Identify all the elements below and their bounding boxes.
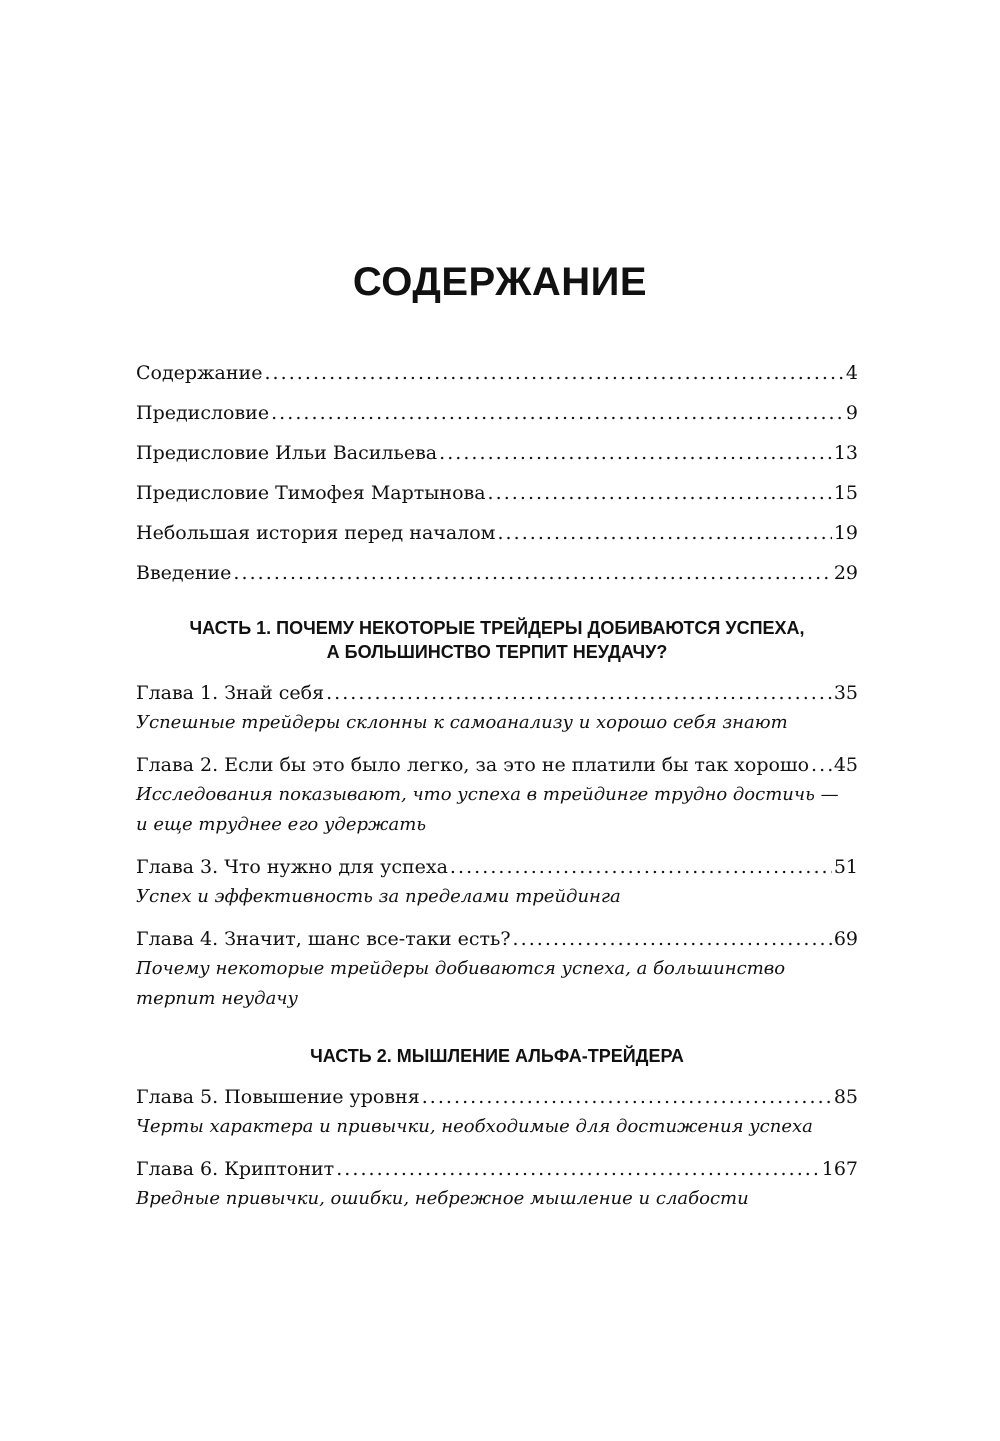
toc-entry-page: 4 xyxy=(845,362,858,384)
toc-entry-page: 35 xyxy=(833,682,858,704)
toc-entry-label: Глава 4. Значит, шанс все-таки есть? xyxy=(136,928,511,950)
part-heading[interactable] xyxy=(136,616,858,664)
toc-entry-page: 19 xyxy=(833,522,858,544)
part-heading[interactable] xyxy=(136,1044,858,1068)
leader-dots xyxy=(439,438,832,468)
toc-entry-contents[interactable] xyxy=(136,358,858,388)
leader-dots xyxy=(233,558,831,588)
page-title: СОДЕРЖАНИЕ xyxy=(352,260,648,304)
part-heading-line: ЧАСТЬ 2. МЫШЛЕНИЕ АЛЬФА-ТРЕЙДЕРА xyxy=(310,1046,684,1066)
toc-entry-label: Глава 3. Что нужно для успеха xyxy=(136,856,448,878)
leader-dots xyxy=(513,924,832,954)
leader-dots xyxy=(271,398,844,428)
toc-entry-label: Глава 6. Криптонит xyxy=(136,1158,335,1180)
chapter-subtitle: Успешные трейдеры склонны к самоанализу и хорошо себя знают xyxy=(136,712,788,733)
toc-entry-label: Глава 5. Повышение уровня xyxy=(136,1086,420,1108)
leader-dots xyxy=(264,358,843,388)
toc-entry-page: 45 xyxy=(833,754,858,776)
leader-dots xyxy=(326,678,832,708)
leader-dots xyxy=(450,852,832,882)
toc-entry-label: Предисловие Ильи Васильева xyxy=(136,442,438,464)
part-heading-line: ЧАСТЬ 1. ПОЧЕМУ НЕКОТОРЫЕ ТРЕЙДЕРЫ ДОБИВАЮТСЯ УСПЕХА, xyxy=(189,618,805,638)
toc-entry-page: 69 xyxy=(833,928,858,950)
chapter-subtitle: Вредные привычки, ошибки, небрежное мышление и слабости xyxy=(136,1188,749,1209)
toc-entry-page: 51 xyxy=(833,856,858,878)
toc-entry-preface-vasiliev[interactable] xyxy=(136,438,858,468)
chapter-subtitle: Почему некоторые трейдеры добиваются успеха, а большинство xyxy=(136,958,786,979)
toc-entry-introduction[interactable] xyxy=(136,558,858,588)
chapter-subtitle: Успех и эффективность за пределами трейдинга xyxy=(136,886,621,907)
toc-entry-label: Небольшая история перед началом xyxy=(136,522,496,544)
chapter-subtitle: Исследования показывают, что успеха в трейдинге трудно достичь — xyxy=(136,784,839,805)
toc-chapter[interactable] xyxy=(136,852,858,912)
toc-entry-preface[interactable] xyxy=(136,398,858,428)
toc-entry-page: 85 xyxy=(833,1086,858,1108)
toc-entry-label: Предисловие Тимофея Мартынова xyxy=(136,482,486,504)
chapter-subtitle: терпит неудачу xyxy=(136,988,298,1009)
toc-chapter[interactable] xyxy=(136,750,858,840)
toc-entry-preface-martynov[interactable] xyxy=(136,478,858,508)
toc-entry-label: Глава 2. Если бы это было легко, за это не платили бы так хорошо xyxy=(136,754,810,776)
chapter-subtitle: Черты характера и привычки, необходимые для достижения успеха xyxy=(136,1116,813,1137)
toc-entry-label: Введение xyxy=(136,562,232,584)
toc-entry-page: 9 xyxy=(845,402,858,424)
toc-entry-page: 13 xyxy=(833,442,858,464)
toc-chapter[interactable] xyxy=(136,678,858,738)
toc-chapter[interactable] xyxy=(136,1154,858,1214)
toc-entry-page: 167 xyxy=(821,1158,858,1180)
toc-entry-label: Содержание xyxy=(136,362,263,384)
chapter-subtitle: и еще труднее его удержать xyxy=(136,814,427,835)
leader-dots xyxy=(422,1082,832,1112)
toc-entry-label: Глава 1. Знай себя xyxy=(136,682,325,704)
toc-entry-story[interactable] xyxy=(136,518,858,548)
leader-dots xyxy=(336,1154,820,1184)
leader-dots xyxy=(497,518,831,548)
leader-dots xyxy=(811,750,832,780)
part-heading-line: А БОЛЬШИНСТВО ТЕРПИТ НЕУДАЧУ? xyxy=(326,642,668,662)
toc-entry-label: Предисловие xyxy=(136,402,270,424)
toc-entry-page: 29 xyxy=(833,562,858,584)
toc-chapter[interactable] xyxy=(136,1082,858,1142)
leader-dots xyxy=(488,478,832,508)
toc-chapter[interactable] xyxy=(136,924,858,1014)
table-of-contents xyxy=(136,358,858,1226)
toc-entry-page: 15 xyxy=(833,482,858,504)
